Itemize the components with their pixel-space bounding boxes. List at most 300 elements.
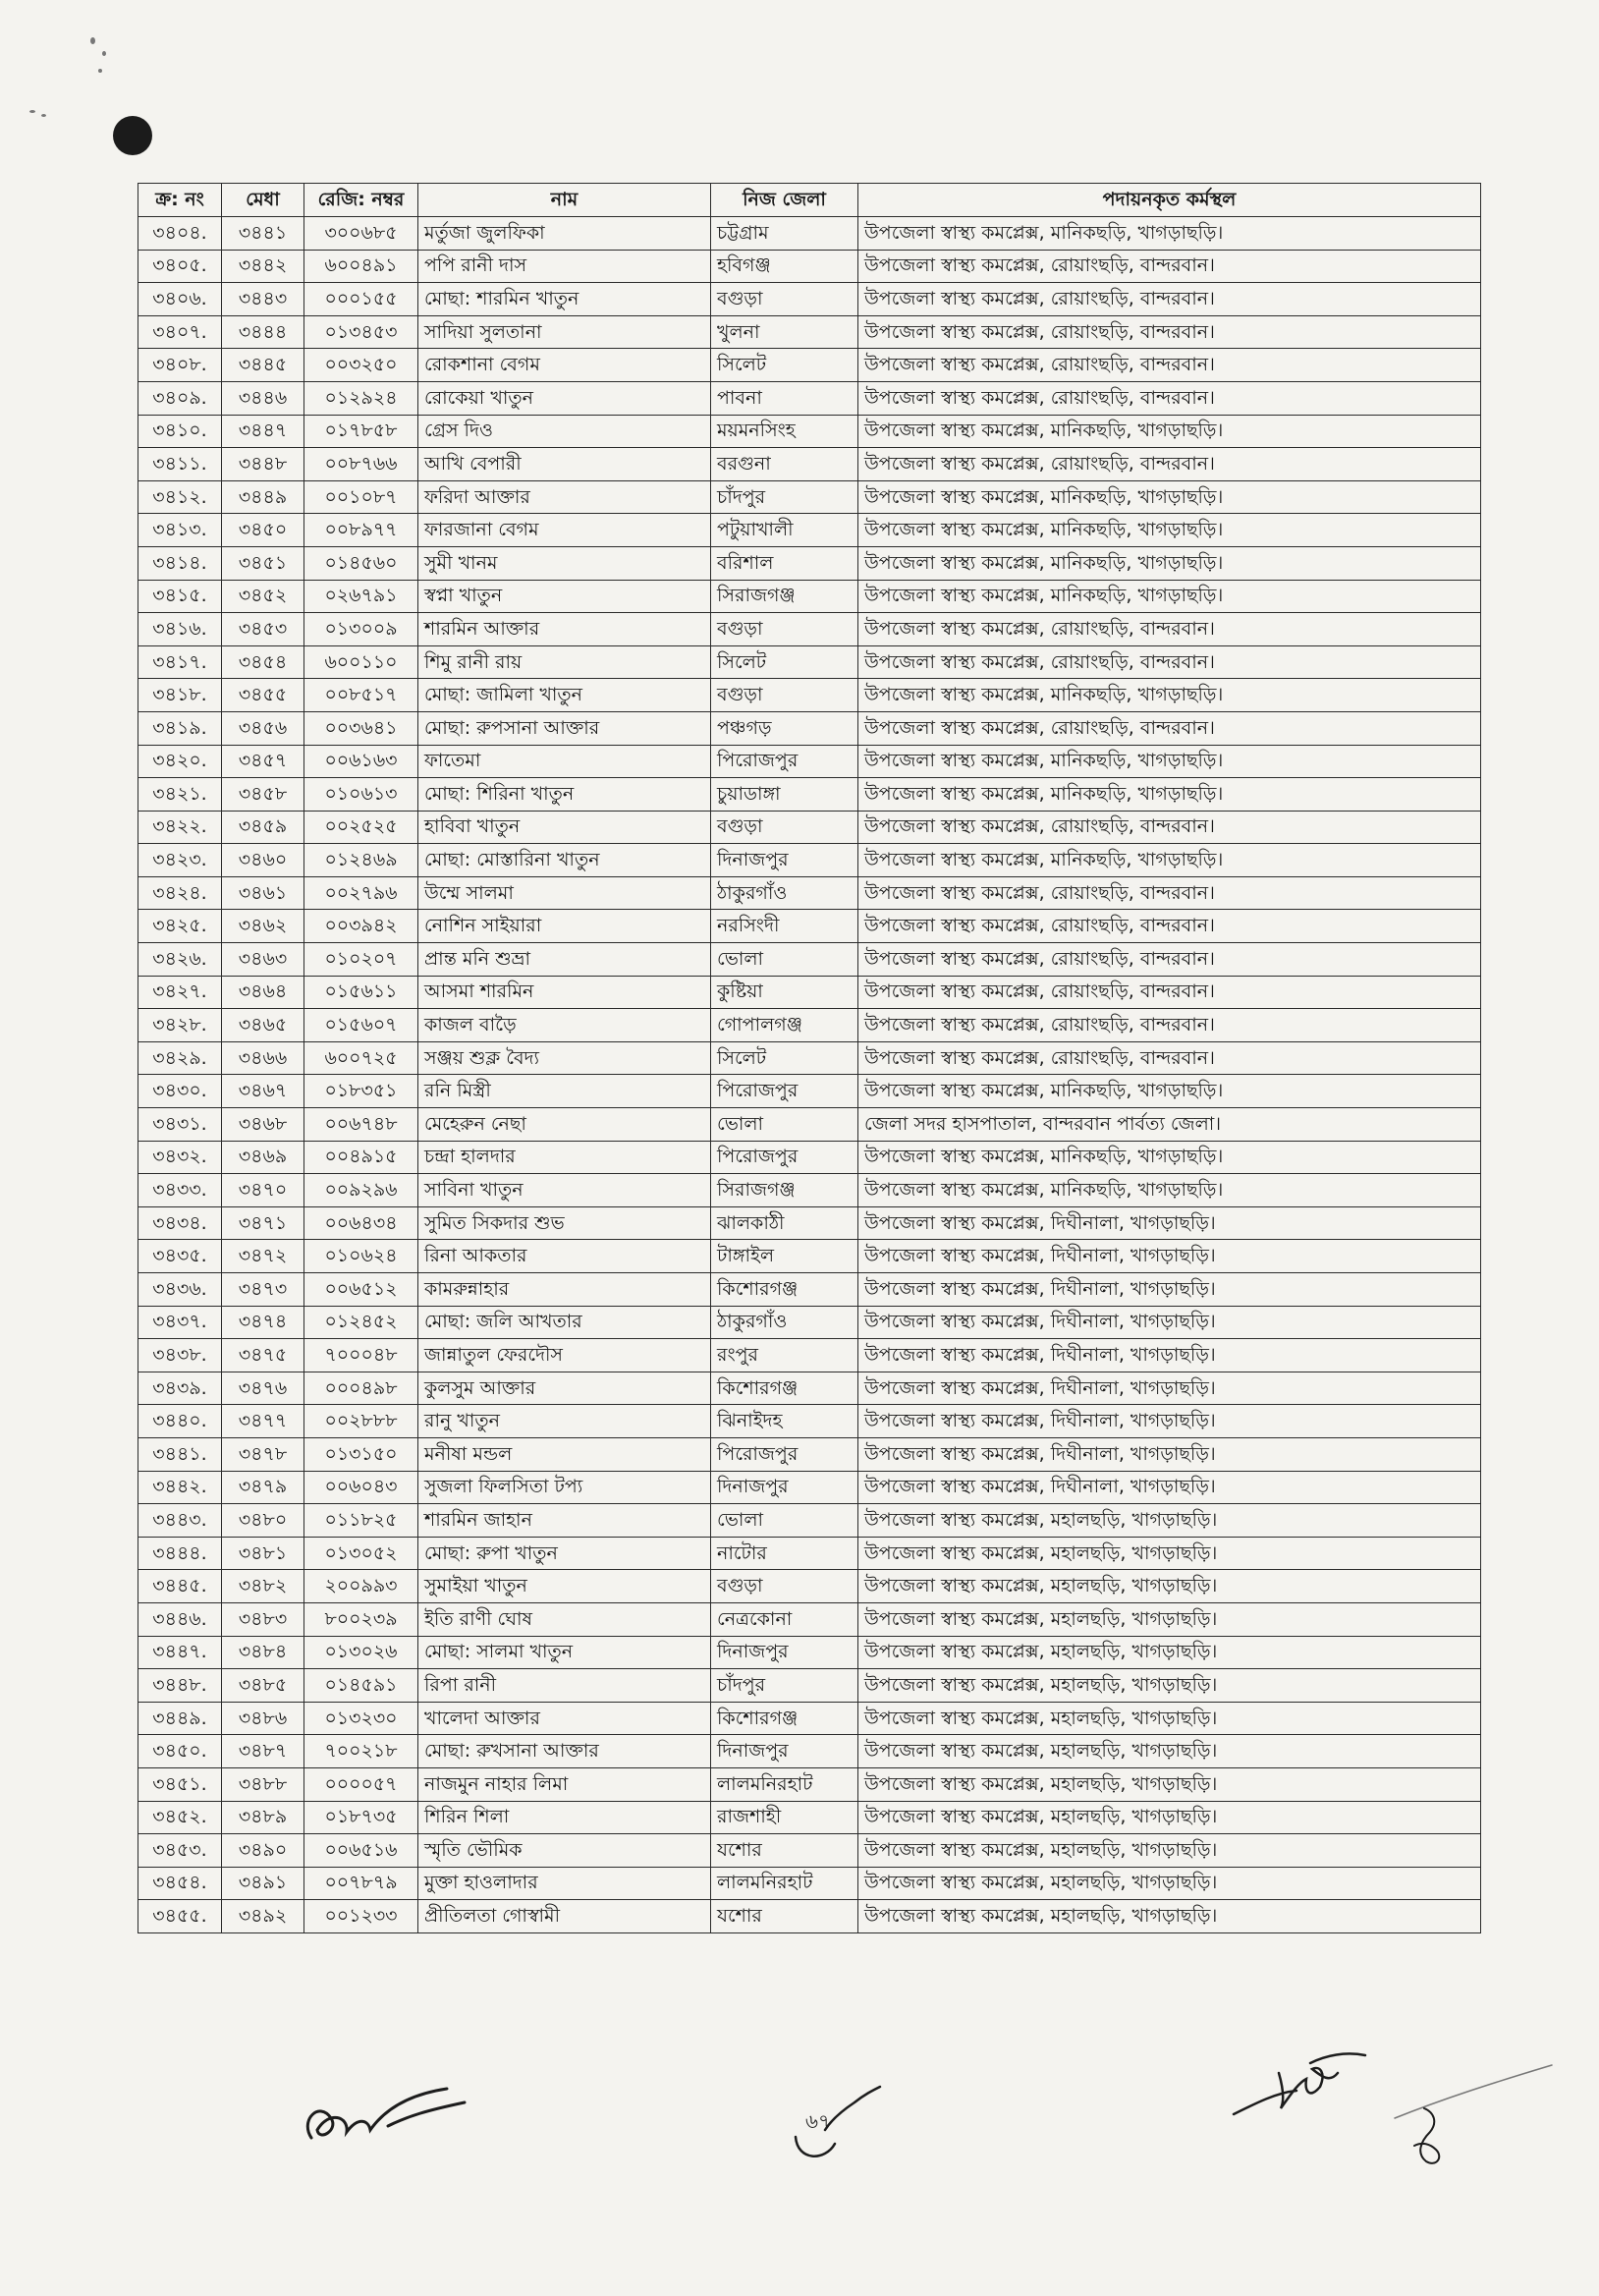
serial-cell: ৩৪৪৮. xyxy=(138,1669,222,1703)
serial-cell: ৩৪৫৩. xyxy=(138,1834,222,1868)
posting-cell: উপজেলা স্বাস্থ্য কমপ্লেক্স, মহালছড়ি, খাগড়াছড়ি। xyxy=(858,1636,1481,1669)
serial-cell: ৩৪১৬. xyxy=(138,613,222,646)
home-district-cell: পিরোজপুর xyxy=(711,1437,858,1471)
serial-cell: ৩৪৩৫. xyxy=(138,1240,222,1273)
paper-speck xyxy=(98,69,102,73)
punch-hole xyxy=(113,116,152,155)
name-cell: মোছা: শিরিনা খাতুন xyxy=(418,778,711,812)
posting-cell: উপজেলা স্বাস্থ্য কমপ্লেক্স, রোয়াংছড়ি, বান্দরবান। xyxy=(858,283,1481,316)
posting-cell: উপজেলা স্বাস্থ্য কমপ্লেক্স, মানিকছড়ি, খাগড়াছড়ি। xyxy=(858,580,1481,613)
table-row xyxy=(138,1306,1481,1339)
table-row xyxy=(138,876,1481,910)
serial-cell: ৩৪৪১. xyxy=(138,1437,222,1471)
home-district-cell: ভোলা xyxy=(711,1108,858,1142)
signature-left xyxy=(290,2081,486,2155)
posting-cell: উপজেলা স্বাস্থ্য কমপ্লেক্স, মহালছড়ি, খাগড়াছড়ি। xyxy=(858,1867,1481,1900)
registration-cell: ৭০০২১৮ xyxy=(304,1735,418,1768)
registration-cell: ০০৩৬৪১ xyxy=(304,711,418,745)
registration-cell: ০১০২০৭ xyxy=(304,943,418,977)
name-cell: মোছা: শারমিন খাতুন xyxy=(418,283,711,316)
name-cell: আখি বেপারী xyxy=(418,448,711,481)
posting-cell: উপজেলা স্বাস্থ্য কমপ্লেক্স, মহালছড়ি, খাগড়াছড়ি। xyxy=(858,1669,1481,1703)
registration-cell: ০০২৭৯৬ xyxy=(304,876,418,910)
home-district-cell: কিশোরগঞ্জ xyxy=(711,1372,858,1405)
registration-cell: ০১৭৮৫৮ xyxy=(304,415,418,448)
name-cell: গ্রেস দিও xyxy=(418,415,711,448)
merit-cell: ৩৪৮৩ xyxy=(222,1602,304,1636)
name-cell: রনি মিস্ত্রী xyxy=(418,1075,711,1108)
posting-cell: উপজেলা স্বাস্থ্য কমপ্লেক্স, মহালছড়ি, খাগড়াছড়ি। xyxy=(858,1801,1481,1834)
registration-cell: ০১২৪৫২ xyxy=(304,1306,418,1339)
merit-cell: ৩৪৭১ xyxy=(222,1206,304,1240)
home-district-cell: বগুড়া xyxy=(711,679,858,712)
home-district-cell: চট্টগ্রাম xyxy=(711,217,858,251)
home-district-cell: যশোর xyxy=(711,1834,858,1868)
serial-cell: ৩৪২০. xyxy=(138,745,222,778)
merit-cell: ৩৪৭৮ xyxy=(222,1437,304,1471)
name-cell: কাজল বাড়ৈ xyxy=(418,1009,711,1042)
name-cell: মোছা: জামিলা খাতুন xyxy=(418,679,711,712)
posting-cell: উপজেলা স্বাস্থ্য কমপ্লেক্স, রোয়াংছড়ি, বান্দরবান। xyxy=(858,711,1481,745)
serial-cell: ৩৪২৪. xyxy=(138,876,222,910)
table-row xyxy=(138,679,1481,712)
paper-speck xyxy=(102,51,106,56)
page-number: ৬৭ xyxy=(805,2109,832,2133)
posting-cell: উপজেলা স্বাস্থ্য কমপ্লেক্স, মানিকছড়ি, খাগড়াছড়ি। xyxy=(858,844,1481,877)
signature-right xyxy=(1228,2044,1562,2142)
posting-cell: উপজেলা স্বাস্থ্য কমপ্লেক্স, দিঘীনালা, খাগড়াছড়ি। xyxy=(858,1273,1481,1307)
registration-cell: ০১৩০২৬ xyxy=(304,1636,418,1669)
merit-cell: ৩৪৮৪ xyxy=(222,1636,304,1669)
serial-cell: ৩৪১৭. xyxy=(138,645,222,679)
posting-cell: উপজেলা স্বাস্থ্য কমপ্লেক্স, মানিকছড়ি, খাগড়াছড়ি। xyxy=(858,415,1481,448)
home-district-cell: পটুয়াখালী xyxy=(711,514,858,547)
registration-cell: ০০৬৫১২ xyxy=(304,1273,418,1307)
home-district-cell: টাঙ্গাইল xyxy=(711,1240,858,1273)
registration-cell: ০১৩০০৯ xyxy=(304,613,418,646)
name-cell: খালেদা আক্তার xyxy=(418,1702,711,1735)
registration-cell: ০১৫৬১১ xyxy=(304,976,418,1009)
serial-cell: ৩৪২২. xyxy=(138,811,222,844)
registration-cell: ০২৬৭৯১ xyxy=(304,580,418,613)
name-cell: স্বপ্না খাতুন xyxy=(418,580,711,613)
registration-cell: ০১৮৭৩৫ xyxy=(304,1801,418,1834)
serial-cell: ৩৪২৯. xyxy=(138,1041,222,1075)
merit-cell: ৩৪৭৯ xyxy=(222,1471,304,1504)
table-row xyxy=(138,1437,1481,1471)
merit-cell: ৩৪৫৭ xyxy=(222,745,304,778)
table-row xyxy=(138,711,1481,745)
posting-cell: উপজেলা স্বাস্থ্য কমপ্লেক্স, মহালছড়ি, খাগড়াছড়ি। xyxy=(858,1767,1481,1801)
home-district-cell: সিলেট xyxy=(711,349,858,382)
posting-cell: উপজেলা স্বাস্থ্য কমপ্লেক্স, মানিকছড়ি, খাগড়াছড়ি। xyxy=(858,745,1481,778)
name-cell: মোছা: রুখসানা আক্তার xyxy=(418,1735,711,1768)
registration-cell: ০০৬১৬৩ xyxy=(304,745,418,778)
posting-cell: উপজেলা স্বাস্থ্য কমপ্লেক্স, দিঘীনালা, খাগড়াছড়ি। xyxy=(858,1471,1481,1504)
merit-cell: ৩৪৬১ xyxy=(222,876,304,910)
home-district-cell: বগুড়া xyxy=(711,613,858,646)
home-district-cell: সিলেট xyxy=(711,645,858,679)
name-cell: মনীষা মন্ডল xyxy=(418,1437,711,1471)
posting-cell: উপজেলা স্বাস্থ্য কমপ্লেক্স, মানিকছড়ি, খাগড়াছড়ি। xyxy=(858,546,1481,580)
registration-cell: ০০৯২৯৬ xyxy=(304,1174,418,1207)
registration-cell: ৭০০০৪৮ xyxy=(304,1339,418,1372)
table-row xyxy=(138,315,1481,349)
serial-cell: ৩৪০৮. xyxy=(138,349,222,382)
home-district-cell: পঞ্চগড় xyxy=(711,711,858,745)
home-district-cell: ভোলা xyxy=(711,943,858,977)
merit-cell: ৩৪৬৯ xyxy=(222,1141,304,1174)
registration-cell: ৬০০১১০ xyxy=(304,645,418,679)
posting-cell: উপজেলা স্বাস্থ্য কমপ্লেক্স, রোয়াংছড়ি, বান্দরবান। xyxy=(858,448,1481,481)
home-district-cell: বগুড়া xyxy=(711,283,858,316)
name-cell: পপি রানী দাস xyxy=(418,250,711,283)
merit-cell: ৩৪৬৬ xyxy=(222,1041,304,1075)
table-row xyxy=(138,976,1481,1009)
name-cell: প্রান্ত মনি শুভ্রা xyxy=(418,943,711,977)
merit-cell: ৩৪৪৮ xyxy=(222,448,304,481)
serial-cell: ৩৪৩২. xyxy=(138,1141,222,1174)
merit-cell: ৩৪৯১ xyxy=(222,1867,304,1900)
name-cell: মোছা: রুপা খাতুন xyxy=(418,1537,711,1570)
home-district-cell: পিরোজপুর xyxy=(711,1141,858,1174)
merit-cell: ৩৪৪৩ xyxy=(222,283,304,316)
merit-cell: ৩৪৫৮ xyxy=(222,778,304,812)
posting-cell: উপজেলা স্বাস্থ্য কমপ্লেক্স, মহালছড়ি, খাগড়াছড়ি। xyxy=(858,1537,1481,1570)
table-row xyxy=(138,546,1481,580)
name-cell: শিমু রানী রায় xyxy=(418,645,711,679)
name-cell: মোছা: জলি আখতার xyxy=(418,1306,711,1339)
table-row xyxy=(138,745,1481,778)
registration-cell: ০০২৮৮৮ xyxy=(304,1405,418,1438)
table-row xyxy=(138,1834,1481,1868)
registration-cell: ৩০০৬৮৫ xyxy=(304,217,418,251)
merit-cell: ৩৪৬৮ xyxy=(222,1108,304,1142)
serial-cell: ৩৪১৮. xyxy=(138,679,222,712)
serial-cell: ৩৪৩৯. xyxy=(138,1372,222,1405)
merit-cell: ৩৪৫০ xyxy=(222,514,304,547)
name-cell: কামরুন্নাহার xyxy=(418,1273,711,1307)
table-row xyxy=(138,349,1481,382)
posting-cell: উপজেলা স্বাস্থ্য কমপ্লেক্স, রোয়াংছড়ি, বান্দরবান। xyxy=(858,1041,1481,1075)
name-cell: চন্দ্রা হালদার xyxy=(418,1141,711,1174)
registration-cell: ০০৬০৪৩ xyxy=(304,1471,418,1504)
name-cell: ফরিদা আক্তার xyxy=(418,480,711,514)
name-cell: সঞ্জয় শুক্ল বৈদ্য xyxy=(418,1041,711,1075)
registration-cell: ০১৩০৫২ xyxy=(304,1537,418,1570)
posting-cell: উপজেলা স্বাস্থ্য কমপ্লেক্স, মহালছড়ি, খাগড়াছড়ি। xyxy=(858,1570,1481,1603)
merit-cell: ৩৪৪৭ xyxy=(222,415,304,448)
table-row xyxy=(138,1537,1481,1570)
merit-cell: ৩৪৫৯ xyxy=(222,811,304,844)
name-cell: হাবিবা খাতুন xyxy=(418,811,711,844)
table-row xyxy=(138,1206,1481,1240)
posting-cell: উপজেলা স্বাস্থ্য কমপ্লেক্স, মহালছড়ি, খাগড়াছড়ি। xyxy=(858,1834,1481,1868)
posting-cell: উপজেলা স্বাস্থ্য কমপ্লেক্স, রোয়াংছড়ি, বান্দরবান। xyxy=(858,811,1481,844)
name-cell: কুলসুম আক্তার xyxy=(418,1372,711,1405)
registration-cell: ০১৪৫৯১ xyxy=(304,1669,418,1703)
name-cell: ইতি রাণী ঘোষ xyxy=(418,1602,711,1636)
merit-cell: ৩৪৯২ xyxy=(222,1900,304,1933)
table-row xyxy=(138,448,1481,481)
serial-cell: ৩৪৩৮. xyxy=(138,1339,222,1372)
posting-cell: উপজেলা স্বাস্থ্য কমপ্লেক্স, মহালছড়ি, খাগড়াছড়ি। xyxy=(858,1900,1481,1933)
serial-cell: ৩৪১০. xyxy=(138,415,222,448)
table-row xyxy=(138,1735,1481,1768)
home-district-cell: রাজশাহী xyxy=(711,1801,858,1834)
home-district-cell: ঝিনাইদহ xyxy=(711,1405,858,1438)
header-registration: রেজি: নম্বর xyxy=(304,184,418,217)
serial-cell: ৩৪০৭. xyxy=(138,315,222,349)
posting-cell: উপজেলা স্বাস্থ্য কমপ্লেক্স, দিঘীনালা, খাগড়াছড়ি। xyxy=(858,1206,1481,1240)
posting-cell: উপজেলা স্বাস্থ্য কমপ্লেক্স, রোয়াংছড়ি, বান্দরবান। xyxy=(858,876,1481,910)
table-row xyxy=(138,1900,1481,1933)
merit-cell: ৩৪৫৬ xyxy=(222,711,304,745)
table-row xyxy=(138,1767,1481,1801)
merit-cell: ৩৪৫৩ xyxy=(222,613,304,646)
posting-cell: উপজেলা স্বাস্থ্য কমপ্লেক্স, রোয়াংছড়ি, বান্দরবান। xyxy=(858,976,1481,1009)
registration-cell: ০০৮৯৭৭ xyxy=(304,514,418,547)
posting-cell: উপজেলা স্বাস্থ্য কমপ্লেক্স, মহালছড়ি, খাগড়াছড়ি। xyxy=(858,1702,1481,1735)
name-cell: মুক্তা হাওলাদার xyxy=(418,1867,711,1900)
serial-cell: ৩৪৪৯. xyxy=(138,1702,222,1735)
home-district-cell: সিলেট xyxy=(711,1041,858,1075)
merit-cell: ৩৪৬২ xyxy=(222,910,304,943)
table-row xyxy=(138,514,1481,547)
home-district-cell: নাটোর xyxy=(711,1537,858,1570)
registration-cell: ০০০০৫৭ xyxy=(304,1767,418,1801)
merit-cell: ৩৪৯০ xyxy=(222,1834,304,1868)
serial-cell: ৩৪৫২. xyxy=(138,1801,222,1834)
header-row xyxy=(138,184,1481,217)
posting-cell: উপজেলা স্বাস্থ্য কমপ্লেক্স, রোয়াংছড়ি, বান্দরবান। xyxy=(858,315,1481,349)
serial-cell: ৩৪০৬. xyxy=(138,283,222,316)
name-cell: সাবিনা খাতুন xyxy=(418,1174,711,1207)
name-cell: রিনা আকতার xyxy=(418,1240,711,1273)
name-cell: রিপা রানী xyxy=(418,1669,711,1703)
posting-cell: উপজেলা স্বাস্থ্য কমপ্লেক্স, রোয়াংছড়ি, বান্দরবান। xyxy=(858,381,1481,415)
table-row xyxy=(138,283,1481,316)
table-row xyxy=(138,415,1481,448)
posting-cell: উপজেলা স্বাস্থ্য কমপ্লেক্স, মানিকছড়ি, খাগড়াছড়ি। xyxy=(858,480,1481,514)
home-district-cell: কিশোরগঞ্জ xyxy=(711,1702,858,1735)
posting-cell: উপজেলা স্বাস্থ্য কমপ্লেক্স, দিঘীনালা, খাগড়াছড়ি। xyxy=(858,1437,1481,1471)
paper-speck xyxy=(29,110,35,113)
home-district-cell: দিনাজপুর xyxy=(711,1636,858,1669)
posting-cell: উপজেলা স্বাস্থ্য কমপ্লেক্স, মহালছড়ি, খাগড়াছড়ি। xyxy=(858,1735,1481,1768)
merit-cell: ৩৪৭৫ xyxy=(222,1339,304,1372)
posting-cell: উপজেলা স্বাস্থ্য কমপ্লেক্স, রোয়াংছড়ি, বান্দরবান। xyxy=(858,645,1481,679)
table-row xyxy=(138,217,1481,251)
table-row xyxy=(138,1041,1481,1075)
serial-cell: ৩৪৪৪. xyxy=(138,1537,222,1570)
table-body xyxy=(138,217,1481,1933)
registration-cell: ৮০০২৩৯ xyxy=(304,1602,418,1636)
name-cell: সুমী খানম xyxy=(418,546,711,580)
merit-cell: ৩৪৮৮ xyxy=(222,1767,304,1801)
table-row xyxy=(138,1339,1481,1372)
serial-cell: ৩৪২৮. xyxy=(138,1009,222,1042)
name-cell: জান্নাতুল ফেরদৌস xyxy=(418,1339,711,1372)
name-cell: মোছা: সালমা খাতুন xyxy=(418,1636,711,1669)
roster-table xyxy=(138,183,1481,1933)
registration-cell: ০০৩৯৪২ xyxy=(304,910,418,943)
registration-cell: ৬০০৪৯১ xyxy=(304,250,418,283)
merit-cell: ৩৪৬০ xyxy=(222,844,304,877)
posting-cell: উপজেলা স্বাস্থ্য কমপ্লেক্স, দিঘীনালা, খাগড়াছড়ি। xyxy=(858,1372,1481,1405)
posting-cell: উপজেলা স্বাস্থ্য কমপ্লেক্স, মানিকছড়ি, খাগড়াছড়ি। xyxy=(858,217,1481,251)
serial-cell: ৩৪৫০. xyxy=(138,1735,222,1768)
home-district-cell: ময়মনসিংহ xyxy=(711,415,858,448)
home-district-cell: ঠাকুরগাঁও xyxy=(711,876,858,910)
merit-cell: ৩৪৮৭ xyxy=(222,1735,304,1768)
serial-cell: ৩৪১৯. xyxy=(138,711,222,745)
registration-cell: ০০১২৩৩ xyxy=(304,1900,418,1933)
table-row xyxy=(138,844,1481,877)
home-district-cell: বগুড়া xyxy=(711,811,858,844)
name-cell: মেহেরুন নেছা xyxy=(418,1108,711,1142)
serial-cell: ৩৪৫৪. xyxy=(138,1867,222,1900)
posting-cell: উপজেলা স্বাস্থ্য কমপ্লেক্স, মানিকছড়ি, খাগড়াছড়ি। xyxy=(858,1174,1481,1207)
serial-cell: ৩৪৩১. xyxy=(138,1108,222,1142)
merit-cell: ৩৪৮৫ xyxy=(222,1669,304,1703)
home-district-cell: ভোলা xyxy=(711,1504,858,1538)
table-row xyxy=(138,778,1481,812)
registration-cell: ০১৮৩৫১ xyxy=(304,1075,418,1108)
table-row xyxy=(138,811,1481,844)
serial-cell: ৩৪২৭. xyxy=(138,976,222,1009)
merit-cell: ৩৪৮১ xyxy=(222,1537,304,1570)
name-cell: সুমাইয়া খাতুন xyxy=(418,1570,711,1603)
merit-cell: ৩৪৫৪ xyxy=(222,645,304,679)
name-cell: ফাতেমা xyxy=(418,745,711,778)
name-cell: স্মৃতি ভৌমিক xyxy=(418,1834,711,1868)
serial-cell: ৩৪৩৬. xyxy=(138,1273,222,1307)
name-cell: সুজলা ফিলসিতা টপ্য xyxy=(418,1471,711,1504)
header-serial: ক্র: নং xyxy=(138,184,222,217)
table-row xyxy=(138,1273,1481,1307)
table-row xyxy=(138,1405,1481,1438)
home-district-cell: লালমনিরহাট xyxy=(711,1767,858,1801)
home-district-cell: পিরোজপুর xyxy=(711,745,858,778)
merit-cell: ৩৪৪৬ xyxy=(222,381,304,415)
name-cell: রানু খাতুন xyxy=(418,1405,711,1438)
merit-cell: ৩৪৮০ xyxy=(222,1504,304,1538)
posting-cell: জেলা সদর হাসপাতাল, বান্দরবান পার্বত্য জেলা। xyxy=(858,1108,1481,1142)
posting-list-table xyxy=(138,183,1480,1933)
home-district-cell: কুষ্টিয়া xyxy=(711,976,858,1009)
posting-cell: উপজেলা স্বাস্থ্য কমপ্লেক্স, রোয়াংছড়ি, বান্দরবান। xyxy=(858,1009,1481,1042)
serial-cell: ৩৪১৪. xyxy=(138,546,222,580)
merit-cell: ৩৪৮৯ xyxy=(222,1801,304,1834)
registration-cell: ০০৬৫১৬ xyxy=(304,1834,418,1868)
name-cell: নোশিন সাইয়ারা xyxy=(418,910,711,943)
serial-cell: ৩৪১২. xyxy=(138,480,222,514)
merit-cell: ৩৪৭২ xyxy=(222,1240,304,1273)
registration-cell: ০০০১৫৫ xyxy=(304,283,418,316)
serial-cell: ৩৪৪২. xyxy=(138,1471,222,1504)
table-row xyxy=(138,1602,1481,1636)
table-row xyxy=(138,1009,1481,1042)
merit-cell: ৩৪৮৬ xyxy=(222,1702,304,1735)
name-cell: মর্তুজা জুলফিকা xyxy=(418,217,711,251)
posting-cell: উপজেলা স্বাস্থ্য কমপ্লেক্স, মানিকছড়ি, খাগড়াছড়ি। xyxy=(858,679,1481,712)
home-district-cell: কিশোরগঞ্জ xyxy=(711,1273,858,1307)
serial-cell: ৩৪৪০. xyxy=(138,1405,222,1438)
serial-cell: ৩৪৩৭. xyxy=(138,1306,222,1339)
merit-cell: ৩৪৫১ xyxy=(222,546,304,580)
home-district-cell: সিরাজগঞ্জ xyxy=(711,580,858,613)
table-row xyxy=(138,1372,1481,1405)
registration-cell: ০০৩২৫০ xyxy=(304,349,418,382)
registration-cell: ০১২৯২৪ xyxy=(304,381,418,415)
posting-cell: উপজেলা স্বাস্থ্য কমপ্লেক্স, মহালছড়ি, খাগড়াছড়ি। xyxy=(858,1602,1481,1636)
serial-cell: ৩৪৪৭. xyxy=(138,1636,222,1669)
registration-cell: ০১৫৬০৭ xyxy=(304,1009,418,1042)
table-row xyxy=(138,1240,1481,1273)
home-district-cell: চাঁদপুর xyxy=(711,480,858,514)
table-row xyxy=(138,1669,1481,1703)
name-cell: রোকশানা বেগম xyxy=(418,349,711,382)
registration-cell: ০০৪৯১৫ xyxy=(304,1141,418,1174)
table-row xyxy=(138,613,1481,646)
merit-cell: ৩৪৭০ xyxy=(222,1174,304,1207)
posting-cell: উপজেলা স্বাস্থ্য কমপ্লেক্স, দিঘীনালা, খাগড়াছড়ি। xyxy=(858,1405,1481,1438)
home-district-cell: চাঁদপুর xyxy=(711,1669,858,1703)
registration-cell: ০০৬৪৩৪ xyxy=(304,1206,418,1240)
merit-cell: ৩৪৬৫ xyxy=(222,1009,304,1042)
table-row xyxy=(138,1108,1481,1142)
serial-cell: ৩৪৩০. xyxy=(138,1075,222,1108)
paper-speck xyxy=(90,37,95,44)
registration-cell: ০১৩৪৫৩ xyxy=(304,315,418,349)
home-district-cell: দিনাজপুর xyxy=(711,1735,858,1768)
table-row xyxy=(138,250,1481,283)
home-district-cell: ঠাকুরগাঁও xyxy=(711,1306,858,1339)
home-district-cell: পিরোজপুর xyxy=(711,1075,858,1108)
home-district-cell: বরিশাল xyxy=(711,546,858,580)
home-district-cell: পাবনা xyxy=(711,381,858,415)
posting-cell: উপজেলা স্বাস্থ্য কমপ্লেক্স, রোয়াংছড়ি, বান্দরবান। xyxy=(858,250,1481,283)
registration-cell: ০১০৬১৩ xyxy=(304,778,418,812)
name-cell: সাদিয়া সুলতানা xyxy=(418,315,711,349)
serial-cell: ৩৪২৬. xyxy=(138,943,222,977)
merit-cell: ৩৪৭৬ xyxy=(222,1372,304,1405)
serial-cell: ৩৪২১. xyxy=(138,778,222,812)
home-district-cell: ঝালকাঠী xyxy=(711,1206,858,1240)
posting-cell: উপজেলা স্বাস্থ্য কমপ্লেক্স, রোয়াংছড়ি, বান্দরবান। xyxy=(858,613,1481,646)
serial-cell: ৩৪০৫. xyxy=(138,250,222,283)
registration-cell: ০১৪৫৬০ xyxy=(304,546,418,580)
home-district-cell: যশোর xyxy=(711,1900,858,1933)
table-row xyxy=(138,1570,1481,1603)
header-home-district: নিজ জেলা xyxy=(711,184,858,217)
name-cell: রোকেয়া খাতুন xyxy=(418,381,711,415)
home-district-cell: হবিগঞ্জ xyxy=(711,250,858,283)
table-row xyxy=(138,1702,1481,1735)
name-cell: সুমিত সিকদার শুভ xyxy=(418,1206,711,1240)
initial-center xyxy=(786,2083,904,2171)
posting-cell: উপজেলা স্বাস্থ্য কমপ্লেক্স, মানিকছড়ি, খাগড়াছড়ি। xyxy=(858,514,1481,547)
serial-cell: ৩৪৫৫. xyxy=(138,1900,222,1933)
registration-cell: ০০৮৫১৭ xyxy=(304,679,418,712)
posting-cell: উপজেলা স্বাস্থ্য কমপ্লেক্স, দিঘীনালা, খাগড়াছড়ি। xyxy=(858,1306,1481,1339)
table-row xyxy=(138,1141,1481,1174)
merit-cell: ৩৪৫৫ xyxy=(222,679,304,712)
posting-cell: উপজেলা স্বাস্থ্য কমপ্লেক্স, মহালছড়ি, খাগড়াছড়ি। xyxy=(858,1504,1481,1538)
registration-cell: ০০৮৭৬৬ xyxy=(304,448,418,481)
posting-cell: উপজেলা স্বাস্থ্য কমপ্লেক্স, দিঘীনালা, খাগড়াছড়ি। xyxy=(858,1240,1481,1273)
